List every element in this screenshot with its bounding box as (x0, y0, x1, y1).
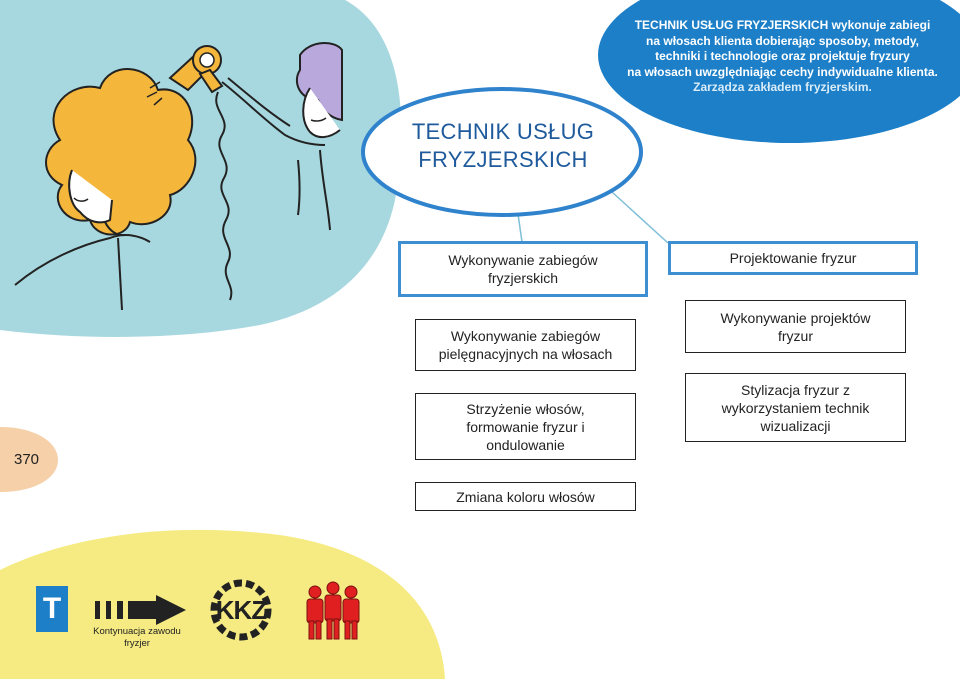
left-branch-header-label: Wykonywanie zabiegów fryzjerskich (448, 252, 598, 286)
right-branch-header (668, 241, 918, 275)
title-line-1: TECHNIK USŁUG (411, 119, 595, 144)
kkz-logo-text: KKZ (215, 595, 267, 625)
right-branch-item (685, 373, 906, 442)
title-line-2: FRYZJERSKICH (418, 147, 588, 172)
description-line: techniki i technologie oraz projektuje fryzury (655, 49, 910, 63)
t-badge-letter: T (42, 592, 62, 625)
right-branch-item-label: Wykonywanie projektów fryzur (720, 309, 871, 344)
description-line: na włosach klienta dobierając sposoby, metody, (646, 33, 919, 48)
left-branch-item (415, 393, 636, 460)
profession-description (625, 18, 940, 96)
right-branch-item (685, 300, 906, 353)
page-number: 370 (14, 451, 40, 468)
left-branch-item (415, 482, 636, 511)
description-line: TECHNIK USŁUG FRYZJERSKICH wykonuje zabiegi (634, 18, 931, 32)
left-branch-item-label: Wykonywanie zabiegów pielęgnacyjnych na włosach (438, 328, 613, 362)
left-branch-item-label: Strzyżenie włosów, formowanie fryzur i ondulowanie (466, 400, 585, 453)
left-branch-header (398, 241, 648, 297)
left-branch-item-label: Zmiana koloru włosów (456, 488, 595, 505)
right-branch-item-label: Stylizacja fryzur z wykorzystaniem technik wizualizacji (721, 381, 870, 434)
right-branch-header-label: Projektowanie fryzur (729, 250, 857, 266)
description-line: na włosach uwzględniając cechy indywidualne klienta. (627, 64, 938, 79)
description-line: Zarządza zakładem fryzjerskim. (693, 80, 872, 94)
continuation-label: Kontynuacja zawodu fryzjer (93, 626, 181, 649)
page-title (372, 118, 634, 174)
left-branch-item (415, 319, 636, 371)
